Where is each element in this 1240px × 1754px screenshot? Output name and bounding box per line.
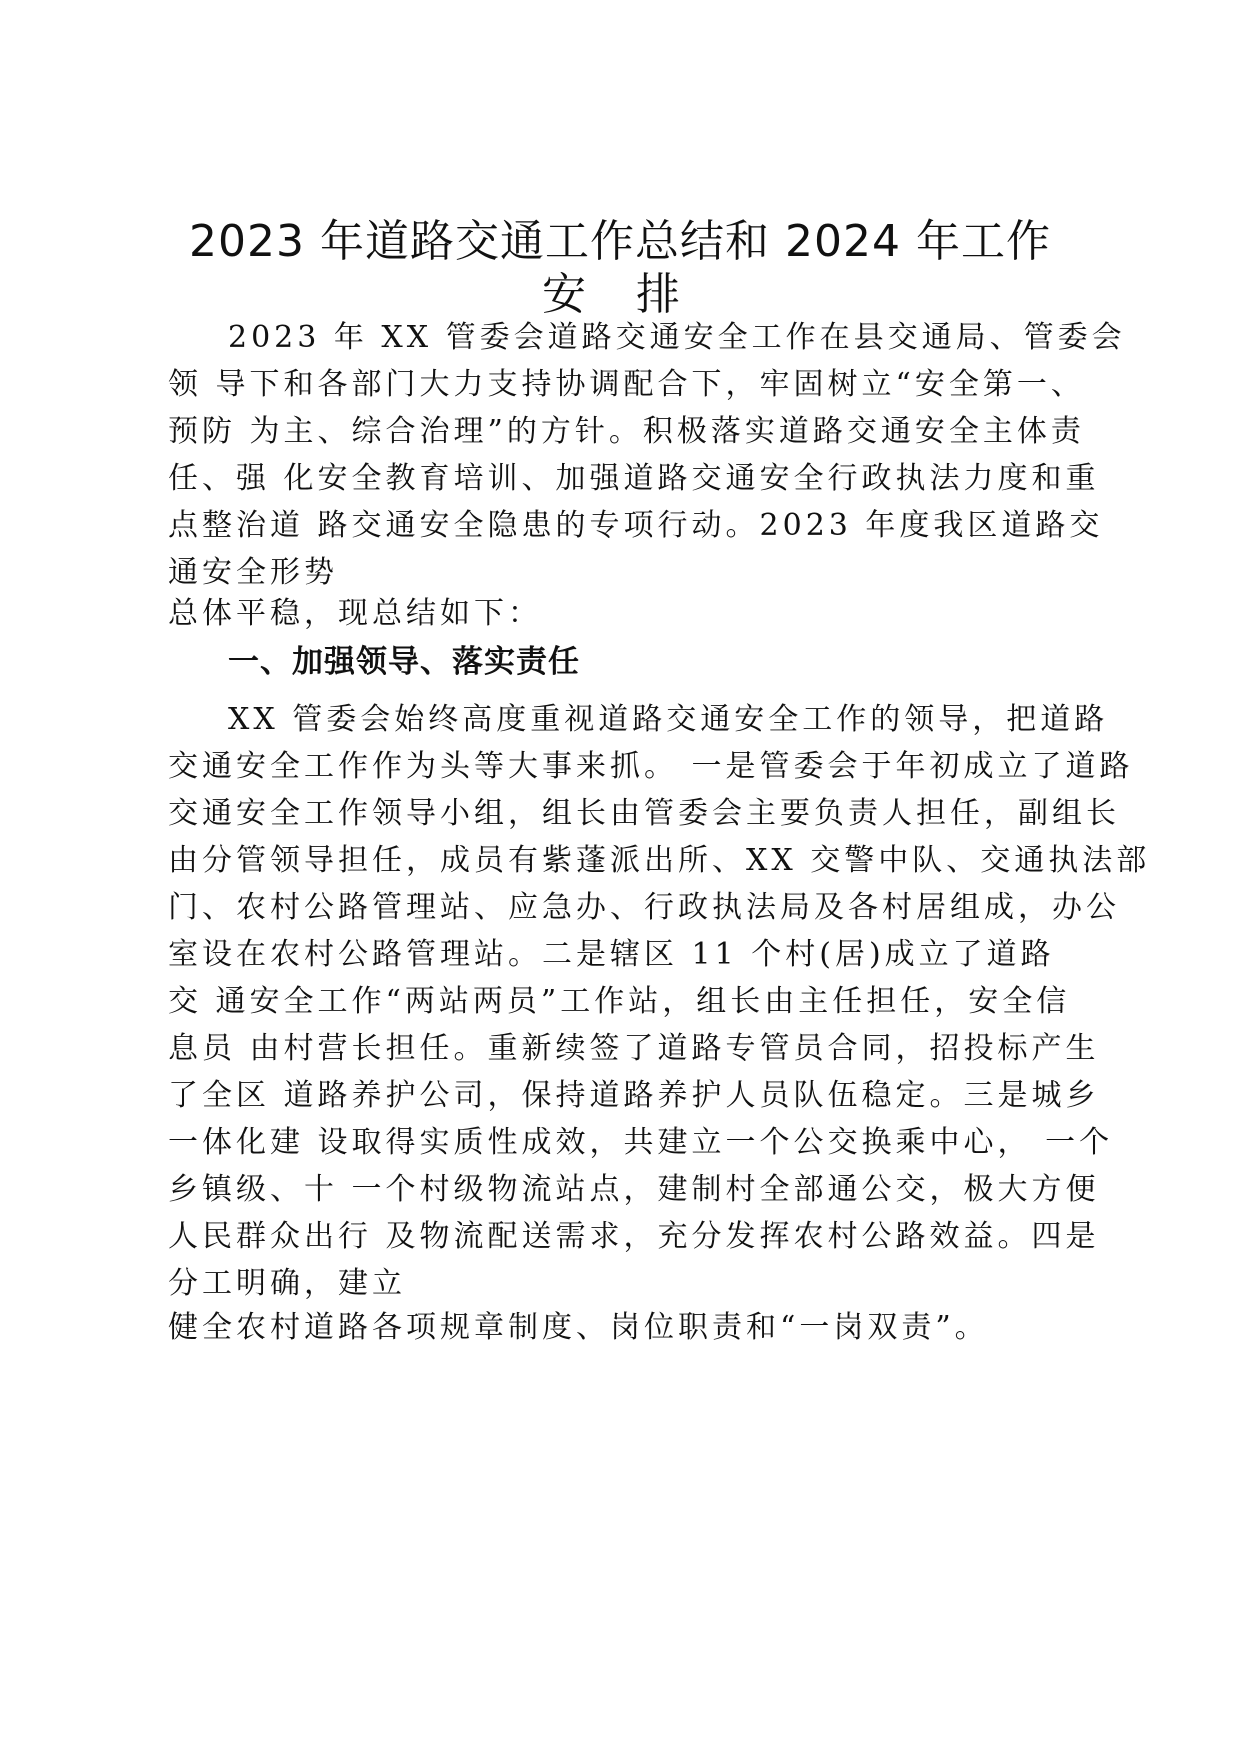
paragraph-2-line: 健全农村道路各项规章制度、岗位职责和“一岗双责”。 [168,1310,989,1345]
paragraph-1-line: 通安全形势 [168,555,338,590]
paragraph-2-line: 一体化建 设取得实质性成效，共建立一个公交换乘中心， 一个 [168,1125,1114,1160]
document-title-line-2: 安 排 [542,269,698,320]
document-title-line-1: 2023 年道路交通工作总结和 2024 年工作 [189,216,1051,267]
section-heading: 一、加强领导、落实责任 [228,644,580,680]
paragraph-2-line: 分工明确，建立 [168,1266,406,1301]
paragraph-2-line: 了全区 道路养护公司，保持道路养护人员队伍稳定。三是城乡 [168,1078,1100,1113]
paragraph-1-line: 领 导下和各部门大力支持协调配合下，牢固树立“安全第一、 [168,367,1085,402]
paragraph-1-line: 预防 为主、综合治理”的方针。积极落实道路交通安全主体责 [168,414,1085,449]
paragraph-1-line: 2023 年 XX 管委会道路交通安全工作在县交通局、管委会 [228,320,1126,355]
paragraph-2-line: 室设在农村公路管理站。二是辖区 11 个村(居)成立了道路 [168,937,1055,972]
paragraph-2-line: 由分管领导担任，成员有紫蓬派出所、XX 交警中队、交通执法部 [168,843,1151,878]
paragraph-2-line: 交 通安全工作“两站两员”工作站，组长由主任担任，安全信 [168,984,1071,1019]
paragraph-1-line: 任、强 化安全教育培训、加强道路交通安全行政执法力度和重 [168,461,1100,496]
paragraph-2-line: 乡镇级、十 一个村级物流站点，建制村全部通公交，极大方便 [168,1172,1100,1207]
paragraph-2-line: 交通安全工作作为头等大事来抓。 一是管委会于年初成立了道路 [168,749,1134,784]
paragraph-2-line: XX 管委会始终高度重视道路交通安全工作的领导，把道路 [228,702,1109,737]
paragraph-2-line: 交通安全工作领导小组，组长由管委会主要负责人担任，副组长 [168,796,1120,831]
paragraph-2-line: 人民群众出行 及物流配送需求，充分发挥农村公路效益。四是 [168,1219,1100,1254]
paragraph-1-line: 点整治道 路交通安全隐患的专项行动。2023 年度我区道路交 [168,508,1104,543]
paragraph-2-line: 息员 由村营长担任。重新续签了道路专管员合同，招投标产生 [168,1031,1100,1066]
paragraph-1-line: 总体平稳，现总结如下： [168,596,542,631]
paragraph-2-line: 门、农村公路管理站、应急办、行政执法局及各村居组成，办公 [168,890,1120,925]
